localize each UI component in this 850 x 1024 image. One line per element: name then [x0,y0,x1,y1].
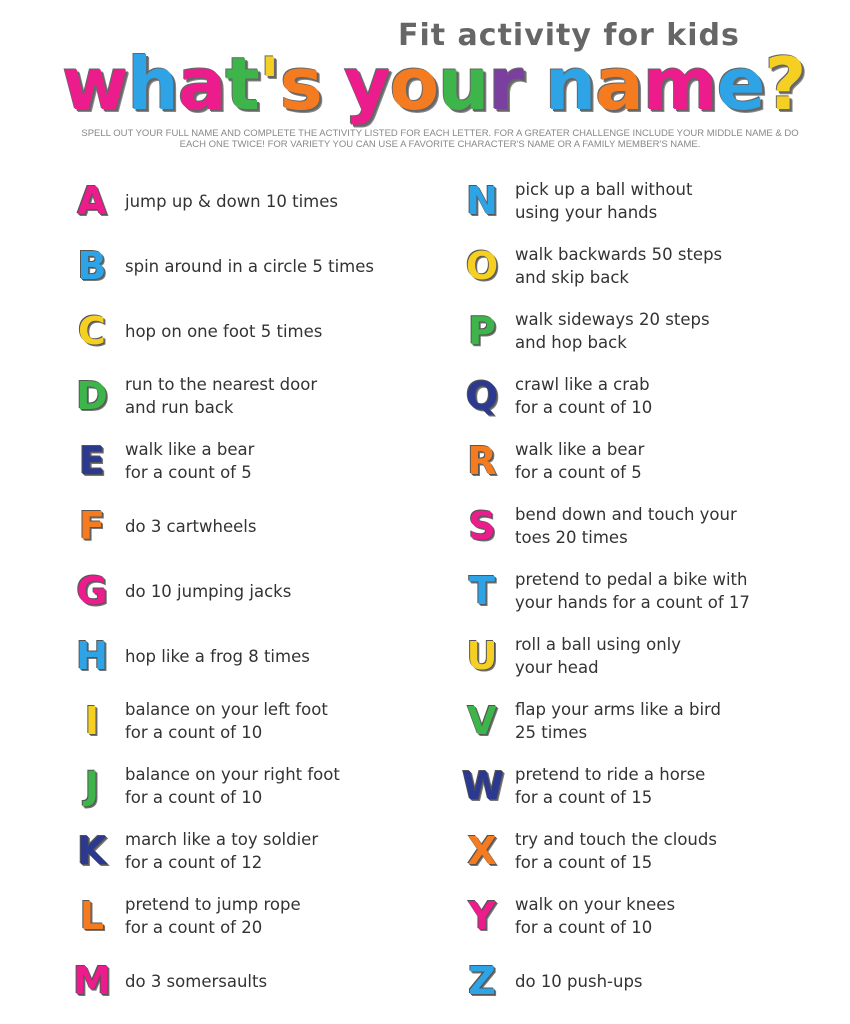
activity-text: walk backwards 50 steps and skip back [515,245,723,287]
activity-letter: G [76,569,108,613]
activity-letter: Y [468,894,496,938]
activity-row-p [462,300,832,365]
activity-letter: X [467,829,497,873]
activity-text: hop on one foot 5 times [125,321,323,341]
activity-row-h [72,625,442,690]
activity-text: pretend to jump rope for a count of 20 [125,895,301,937]
activity-row-d [72,365,442,430]
activity-text: flap your arms like a bird 25 times [515,700,722,742]
activity-list-left [72,170,442,1015]
activity-text: do 3 cartwheels [125,516,257,536]
title-letter: r [488,42,523,126]
activity-text: do 10 jumping jacks [125,581,292,601]
activity-row-q [462,365,832,430]
activity-text: pick up a ball without using your hands [515,180,693,222]
activity-text: walk on your knees for a count of 10 [515,895,676,937]
page-title [62,42,822,126]
activity-row-l [72,885,442,950]
activity-letter: W [462,764,504,808]
activity-text: walk sideways 20 steps and hop back [515,310,710,352]
activity-row-s [462,495,832,560]
activity-text: hop like a frog 8 times [125,646,310,666]
activity-row-g [72,560,442,625]
activity-letter: F [79,504,105,548]
activity-letter: I [84,699,100,743]
title-letter: n [544,42,596,126]
activity-letter: A [77,179,107,223]
title-letter: w [62,42,128,126]
instructions: SPELL OUT YOUR FULL NAME AND COMPLETE THE ACTIVITY LISTED FOR EACH LETTER. FOR A GREATER CHALLENGE INCLUDE YOUR MIDDLE NAME & DO EACH ONE TWICE! FOR VARIETY YOU CAN USE A FAVORITE CHARACTER'S NAME OR A FAMILY MEMBER'S NAME. [81,128,799,150]
activity-letter: V [467,699,497,743]
activity-letter: N [466,179,498,223]
activity-text: walk like a bear for a count of 5 [125,440,255,482]
title-letter: s [279,42,322,126]
activity-letter: R [467,439,497,483]
activity-letter: K [77,829,107,873]
activity-letter: E [79,439,105,483]
activity-text: run to the nearest door and run back [125,375,318,417]
activity-letter: Q [465,374,499,418]
activity-letter: C [78,309,106,353]
activity-row-c [72,300,442,365]
activity-letter: S [468,504,496,548]
activity-text: do 10 push-ups [515,971,643,991]
title-letter: y [343,42,390,126]
activity-letter: B [77,244,107,288]
activity-text: jump up & down 10 times [125,191,339,211]
activity-row-t [462,560,832,625]
activity-row-x [462,820,832,885]
activity-text: balance on your right foot for a count of 10 [125,765,340,807]
activity-row-n [462,170,832,235]
title-letter: t [225,42,259,126]
activity-letter: U [466,634,498,678]
activity-row-z [462,950,832,1015]
title-letter: a [595,42,643,126]
activity-list-right [462,170,832,1015]
title-letter: e [716,42,765,126]
activity-row-i [72,690,442,755]
activity-row-e [72,430,442,495]
activity-text: try and touch the clouds for a count of 15 [515,830,717,872]
title-letter: m [642,42,717,126]
activity-text: march like a toy soldier for a count of 12 [125,830,319,872]
title-letter: h [127,42,178,126]
activity-row-w [462,755,832,820]
activity-text: do 3 somersaults [125,971,268,991]
activity-row-v [462,690,832,755]
activity-text: bend down and touch your toes 20 times [515,505,737,547]
title-letter: ? [764,42,806,126]
activity-row-u [462,625,832,690]
activity-text: walk like a bear for a count of 5 [515,440,645,482]
activity-letter: P [468,309,496,353]
activity-letter: J [84,764,100,808]
title-letter: ' [258,42,280,126]
activity-letter: L [79,894,105,938]
activity-letter: T [469,569,495,613]
activity-row-k [72,820,442,885]
title-letter: u [438,42,489,126]
activity-row-a [72,170,442,235]
activity-text: balance on your left foot for a count of 10 [125,700,328,742]
title-letter: o [389,42,439,126]
subtitle: Fit activity for kids [398,18,740,53]
activity-letter: D [76,374,108,418]
activity-row-r [462,430,832,495]
activity-row-b [72,235,442,300]
activity-letter: H [76,634,108,678]
title-letter: a [177,42,226,126]
activity-text: roll a ball using only your head [515,635,681,677]
activity-row-y [462,885,832,950]
activity-row-m [72,950,442,1015]
activity-text: pretend to pedal a bike with your hands for a count of 17 [515,570,750,612]
activity-letter: O [465,244,499,288]
activity-letter: M [73,959,111,1003]
activity-row-j [72,755,442,820]
activity-text: spin around in a circle 5 times [125,256,375,276]
activity-row-o [462,235,832,300]
activity-text: crawl like a crab for a count of 10 [515,375,653,417]
activity-row-f [72,495,442,560]
activity-text: pretend to ride a horse for a count of 15 [515,765,706,807]
activity-letter: Z [468,959,496,1003]
